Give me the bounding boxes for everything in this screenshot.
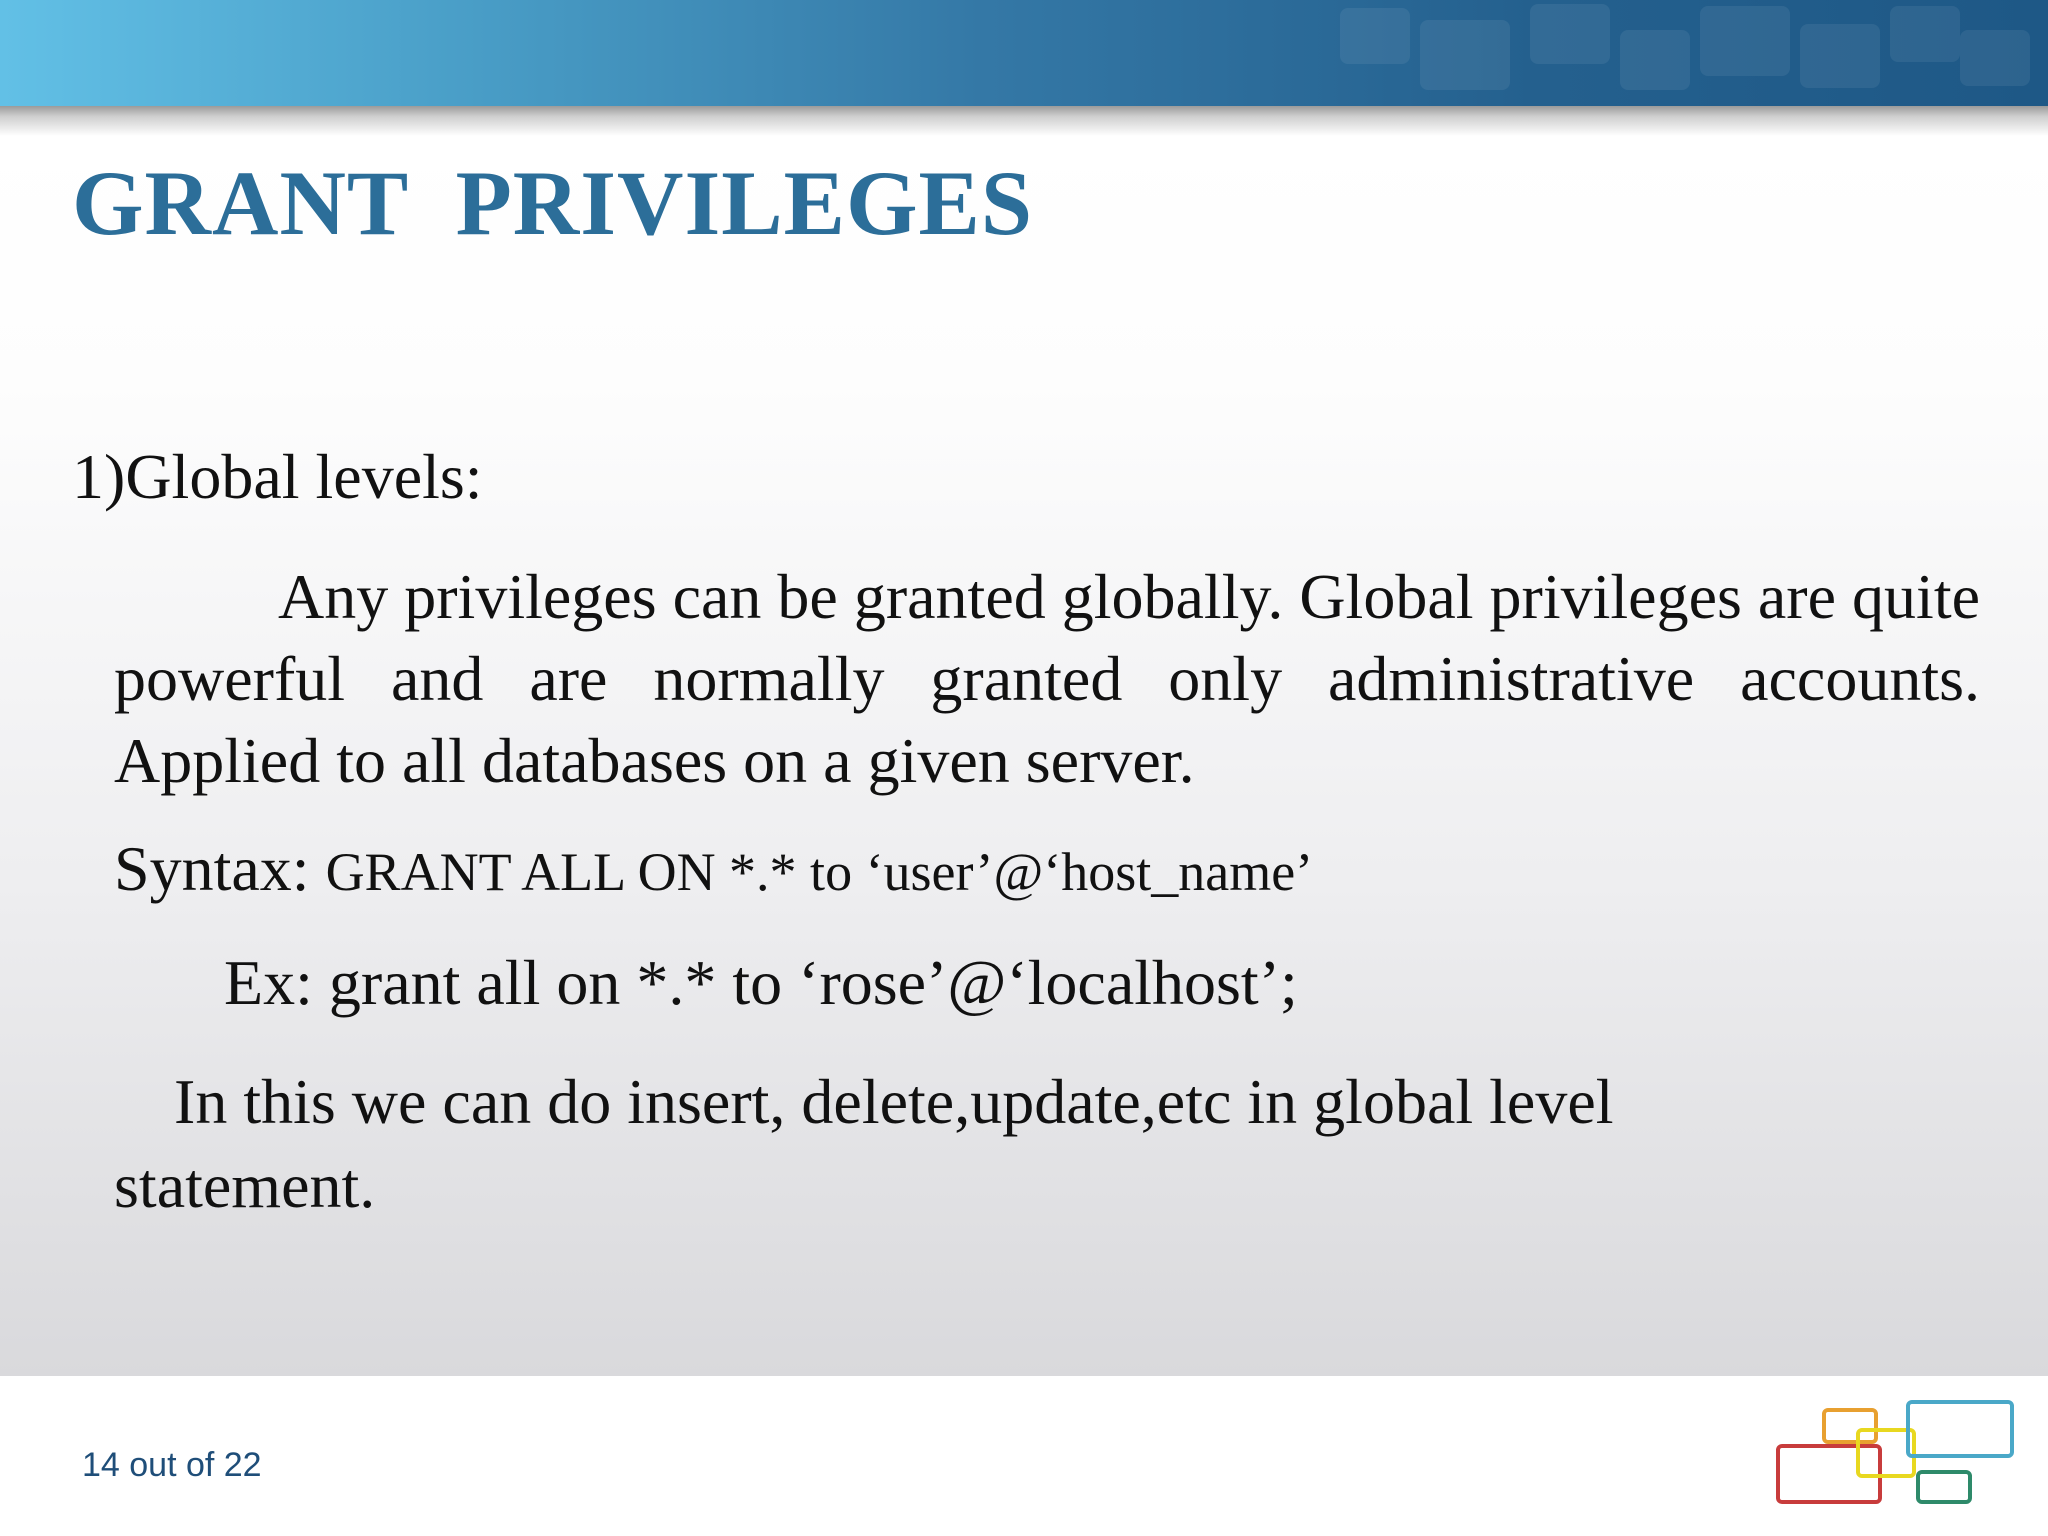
top-banner xyxy=(0,0,2048,106)
level-heading: 1)Global levels: xyxy=(72,441,483,512)
footer xyxy=(0,1376,2048,1536)
note-paragraph: In this we can do insert, delete,update,etc in global level statement. xyxy=(114,1066,1614,1221)
slide-title: GRANT PRIVILEGES xyxy=(72,152,1034,254)
syntax-line xyxy=(114,832,1313,906)
description-paragraph: Any privileges can be granted globally. Global privileges are quite powerful and are normally granted only administrative accounts. Applied to all databases on a given server. xyxy=(114,561,1980,796)
page-indicator: 14 out of 22 xyxy=(82,1446,262,1484)
example-line: Ex: grant all on *.* to ‘rose’@‘localhost’; xyxy=(224,947,1298,1018)
overlapping-squares-logo-icon xyxy=(1770,1398,2020,1508)
syntax-code: GRANT ALL ON *.* to ‘user’@‘host_name’ xyxy=(325,842,1314,902)
syntax-label: Syntax: xyxy=(114,833,326,904)
banner-shadow xyxy=(0,106,2048,136)
